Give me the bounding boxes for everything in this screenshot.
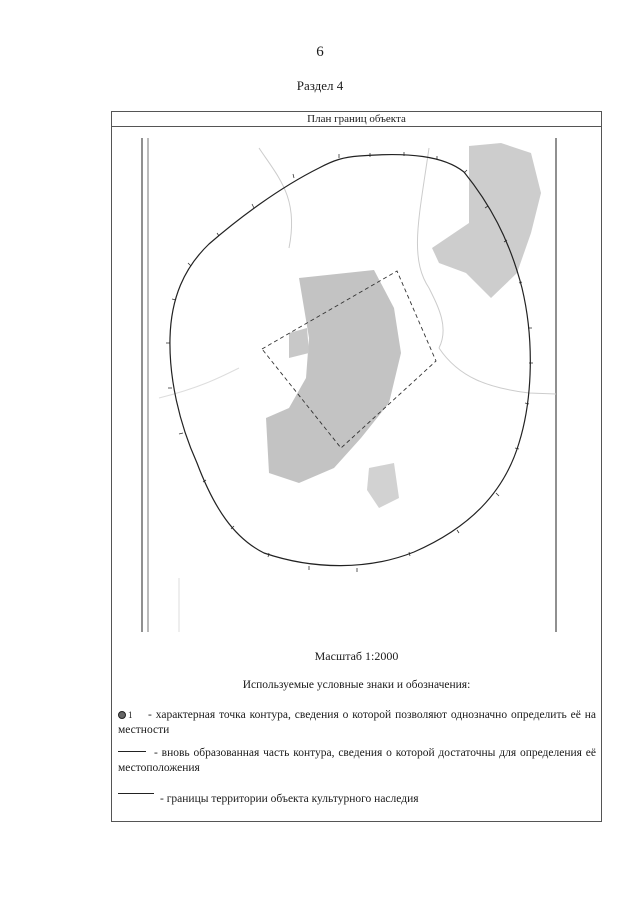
point-symbol [118,708,148,723]
legend-text-territory: - границы территории объекта культурного наследия [160,793,419,805]
page-number: 6 [316,44,324,60]
gray-zone-small [289,328,309,358]
solid-line-symbol [118,751,146,752]
point-symbol-number: 1 [128,710,133,720]
section-title: Раздел 4 [296,78,344,93]
legend-item-new-contour [118,746,596,776]
legend-title: Используемые условные знаки и обозначения: [242,679,471,691]
legend-text-point: - характерная точка контура, сведения о которой позволяют однозначно определить её на местности [118,709,596,736]
legend-text-new-contour: - вновь образованная часть контура, сведения о которой достаточны для определения её местоположения [118,747,596,774]
territory-line-symbol [118,793,154,794]
legend-item-point [118,708,596,738]
background-street [159,368,239,398]
background-street [439,348,556,394]
gray-zone-center [266,270,401,483]
plan-frame [111,111,602,822]
boundary-map [139,138,562,632]
legend-item-territory [118,792,596,807]
gray-zone-northeast [432,143,541,298]
point-marker-icon [118,711,126,719]
gray-zone-south [367,463,399,508]
background-street [259,148,292,248]
plan-header: План границ объекта [112,112,601,127]
map-scale: Масштаб 1:2000 [314,649,399,663]
